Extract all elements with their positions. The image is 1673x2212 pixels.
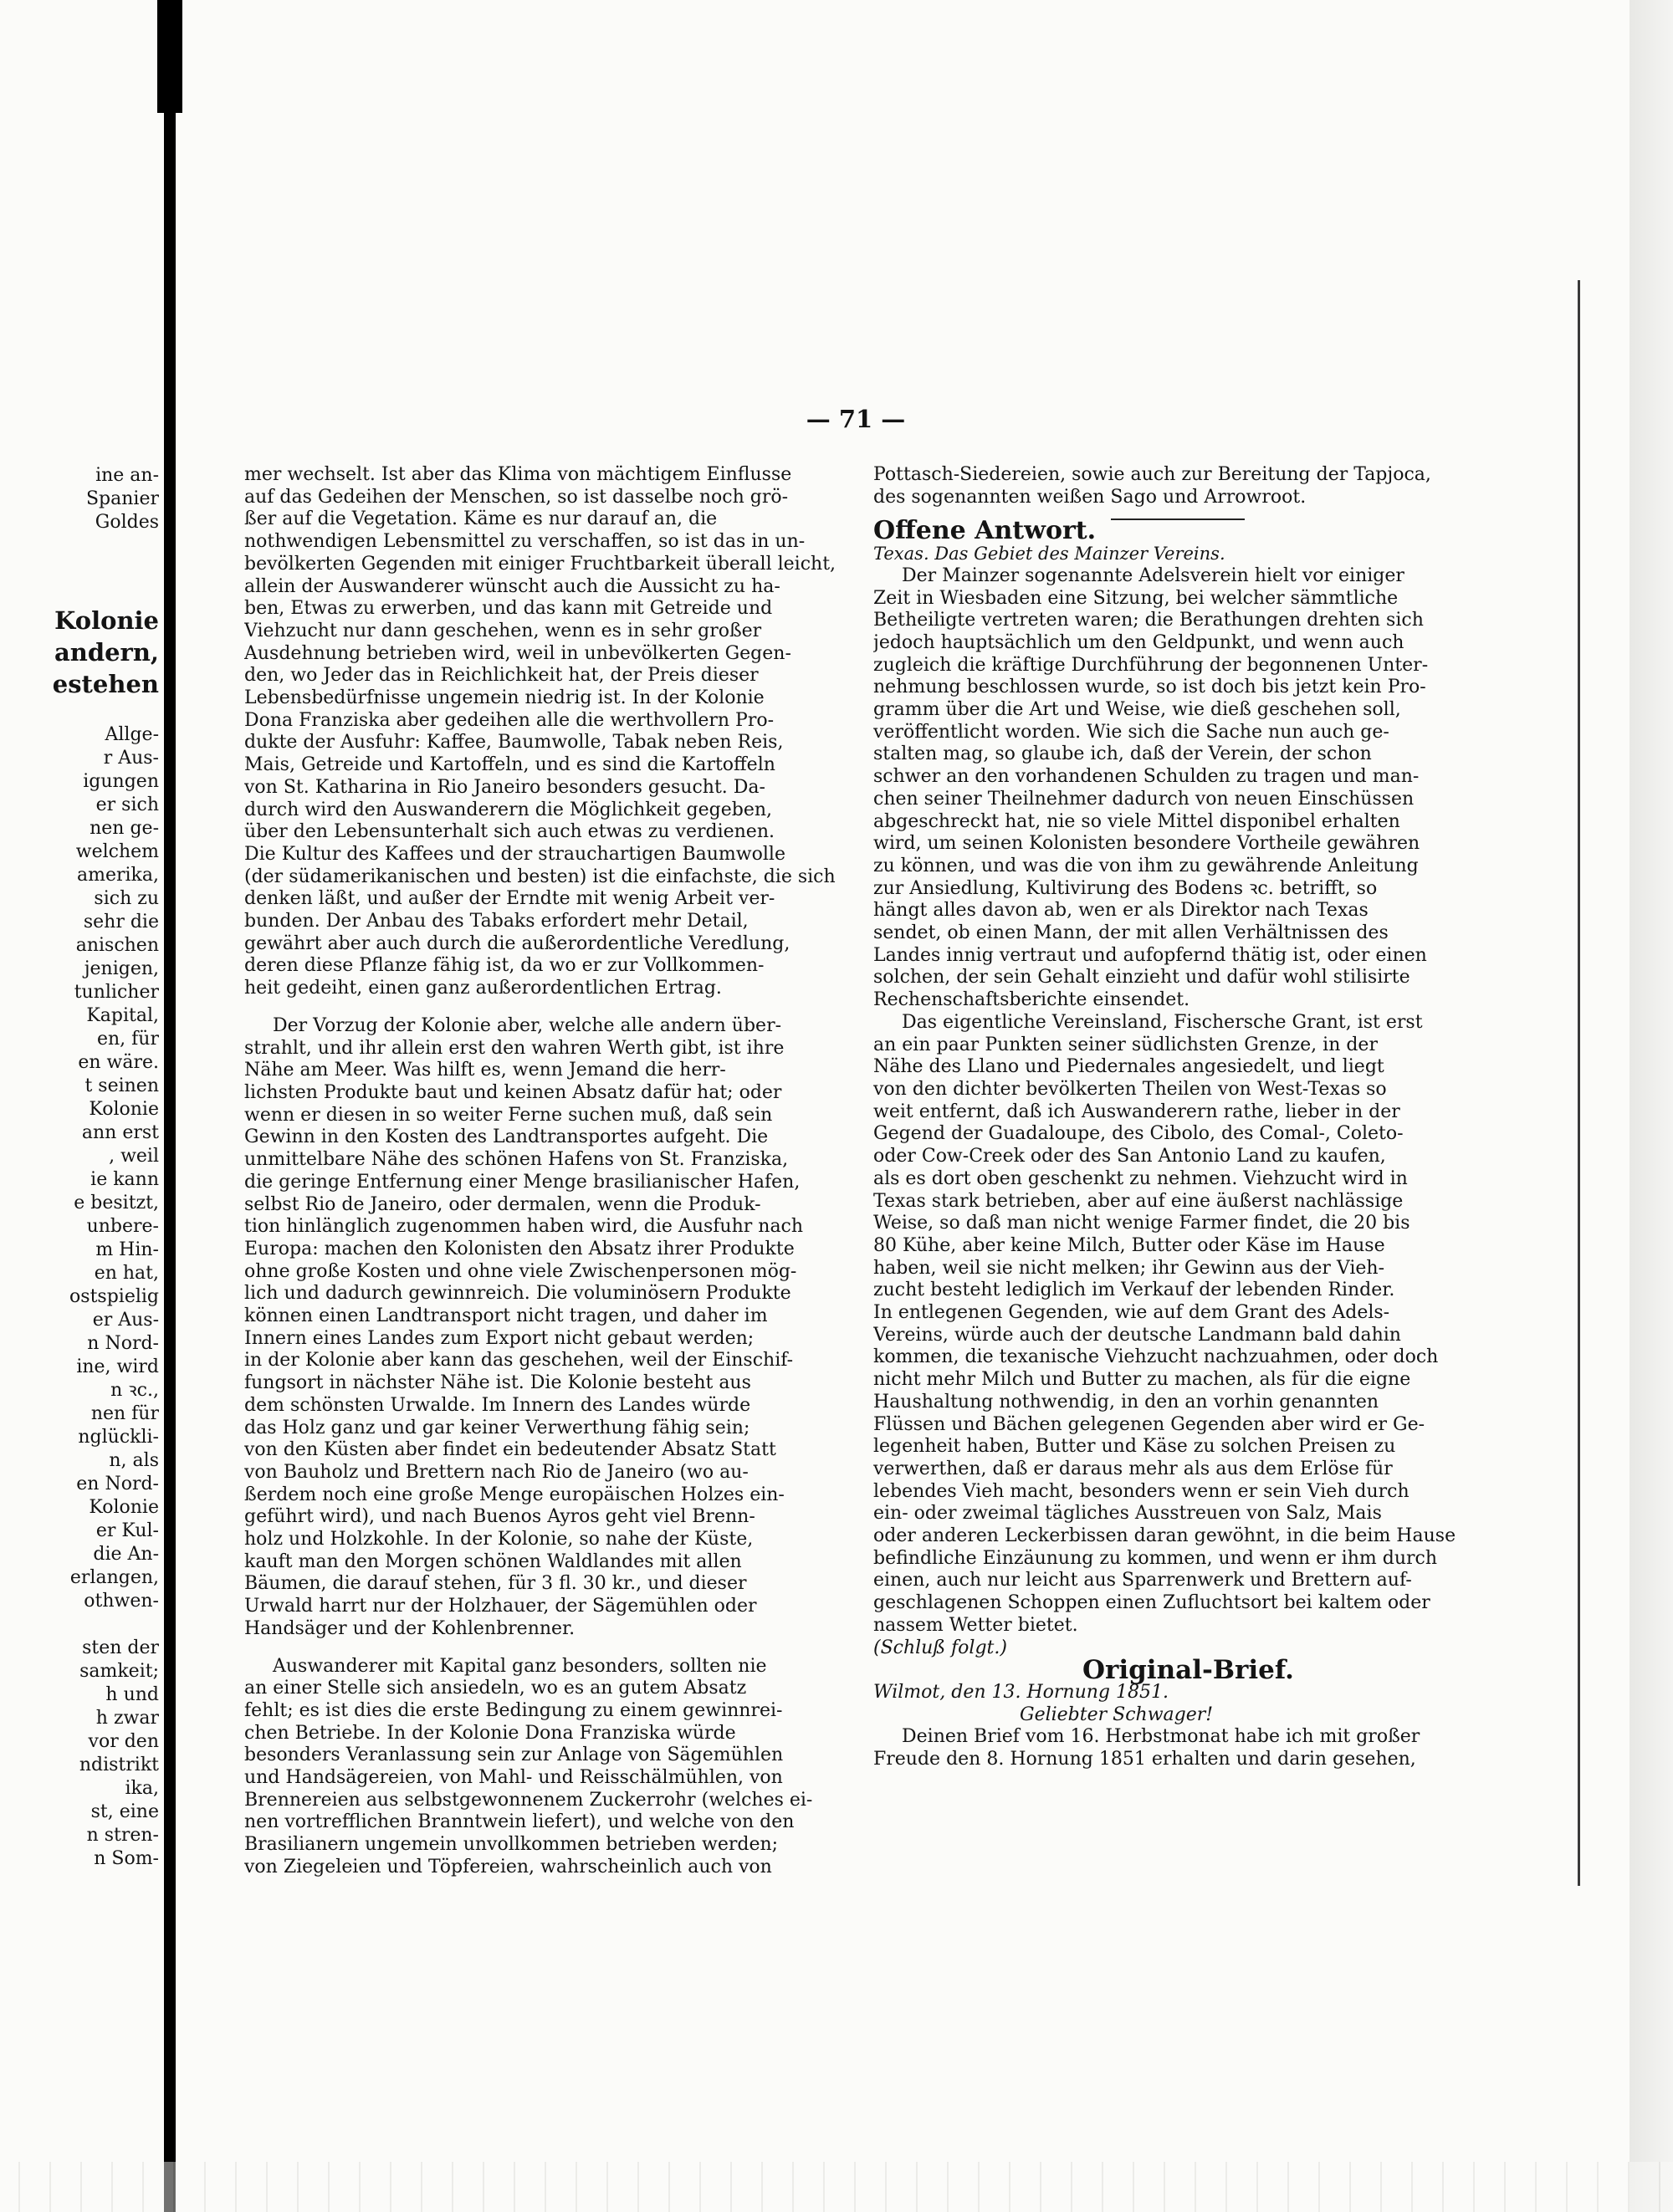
text-line: des sogenannten weißen Sago und Arrowroot. xyxy=(873,486,1307,508)
text-line: nothwendigen Lebensmittel zu verschaffen, so ist das in un- xyxy=(244,531,806,553)
fragment-line: nen ge- xyxy=(90,818,159,839)
fragment-line: n Nord- xyxy=(87,1333,159,1354)
text-line: Auswanderer mit Kapital ganz besonders, sollten nie xyxy=(273,1655,767,1677)
text-line: den, wo Jeder das in Reichlichkeit hat, der Preis dieser xyxy=(244,665,759,687)
text-line: denken läßt, und außer der Erndte mit wenig Arbeit ver- xyxy=(244,888,775,910)
paragraph xyxy=(244,1656,847,1879)
fragment-line: , weil xyxy=(109,1146,159,1167)
fragment-line: ika, xyxy=(125,1778,159,1799)
text-line: (der südamerikanischen und besten) ist die einfachste, die sich xyxy=(244,866,836,887)
text-line: Das eigentliche Vereinsland, Fischersche Grant, ist erst xyxy=(902,1011,1423,1033)
fragment-line: er Aus- xyxy=(92,1310,159,1331)
text-line: gramm über die Art und Weise, wie dieß geschehen soll, xyxy=(873,699,1401,721)
text-line: Texas stark betrieben, aber auf eine äußerst nachlässige xyxy=(873,1190,1404,1212)
text-line: Dona Franziska aber gedeihen alle die werthvollern Pro- xyxy=(244,709,775,731)
scan-bottom-noise xyxy=(0,2162,1673,2212)
fragment-line: anischen xyxy=(75,935,159,956)
text-line: wird, um seinen Kolonisten besondere Vortheile gewähren xyxy=(873,833,1420,855)
text-line: 80 Kühe, aber keine Milch, Butter oder Käse im Hause xyxy=(873,1234,1385,1256)
text-line: können einen Landtransport nicht tragen, und daher im xyxy=(244,1305,768,1327)
text-line: ein- oder zweimal tägliches Ausstreuen von Salz, Mais xyxy=(873,1503,1382,1525)
fragment-line: nglückli- xyxy=(78,1427,159,1448)
text-line: legenheit haben, Butter und Käse zu solchen Preisen zu xyxy=(873,1436,1396,1458)
fragment-line: en wäre. xyxy=(78,1052,159,1073)
fragment-line: andern, xyxy=(54,638,159,667)
text-line: Die Kultur des Kaffees und der strauchartigen Baumwolle xyxy=(244,843,785,865)
text-line: chen Betriebe. In der Kolonie Dona Franziska würde xyxy=(244,1722,736,1744)
text-line: Betheiligte vertreten waren; die Berathungen drehten sich xyxy=(873,610,1424,631)
text-line: Nähe des Llano und Piedernales angesiedelt, und liegt xyxy=(873,1056,1384,1078)
letter-salutation: Geliebter Schwager! xyxy=(1020,1704,1214,1725)
text-line: nicht mehr Milch und Butter zu machen, als für die eigne xyxy=(873,1369,1411,1391)
fragment-line xyxy=(0,1613,159,1637)
fragment-line: ostspielig xyxy=(69,1286,159,1307)
fragment-line: er sich xyxy=(95,794,159,815)
fragment-line: unbere- xyxy=(86,1216,159,1237)
fragment-line: Allge- xyxy=(105,724,159,745)
paragraph xyxy=(244,464,847,1000)
fragment-line xyxy=(0,581,159,605)
article-subtitle: Texas. Das Gebiet des Mainzer Vereins. xyxy=(873,544,1225,564)
fragment-line: erlangen, xyxy=(69,1567,159,1588)
text-line: solchen, der sein Gehalt einzieht und dafür wohl stilisirte xyxy=(873,967,1410,989)
column-1 xyxy=(244,464,847,1879)
text-line: zucht besteht lediglich im Verkauf der lebenden Rinder. xyxy=(873,1280,1395,1301)
fragment-line xyxy=(0,700,159,723)
continued-note: (Schluß folgt.) xyxy=(873,1637,1007,1658)
text-line: Rechenschaftsberichte einsendet. xyxy=(873,989,1190,1011)
gutter-shadow-top xyxy=(157,0,182,113)
text-line: und Handsägereien, von Mahl- und Reisschälmühlen, von xyxy=(244,1767,783,1789)
text-line: Deinen Brief vom 16. Herbstmonat habe ich mit großer xyxy=(902,1726,1420,1748)
text-line: allein der Auswanderer wünscht auch die Aussicht zu ha- xyxy=(244,575,780,597)
fragment-line: Goldes xyxy=(95,512,159,533)
fragment-line: en Nord- xyxy=(76,1474,159,1494)
text-line: bevölkerten Gegenden mit einiger Fruchtbarkeit überall leicht, xyxy=(244,553,836,575)
text-line: Lebensbedürfnisse ungemein niedrig ist. In der Kolonie xyxy=(244,687,765,709)
text-line: zu können, und was die von ihm zu gewährende Anleitung xyxy=(873,855,1419,876)
text-line: fungsort in nächster Nähe ist. Die Kolonie besteht aus xyxy=(244,1372,751,1394)
text-line: Handsäger und der Kohlenbrenner. xyxy=(244,1617,576,1639)
text-line: zugleich die kräftige Durchführung der begonnenen Unter- xyxy=(873,654,1429,676)
text-line: tion hinlänglich zugenommen haben wird, die Ausfuhr nach xyxy=(244,1216,804,1238)
fragment-line: jenigen, xyxy=(84,958,159,979)
text-line: Innern eines Landes zum Export nicht gebaut werden; xyxy=(244,1327,755,1349)
text-line: Europa: machen den Kolonisten den Absatz ihrer Produkte xyxy=(244,1238,795,1259)
fragment-line: nen für xyxy=(90,1403,159,1424)
text-line: kommen, die texanische Viehzucht nachzuahmen, oder doch xyxy=(873,1346,1439,1368)
letter-title: Original-Brief. xyxy=(1082,1655,1294,1686)
fragment-line: ine an- xyxy=(95,465,159,486)
fragment-line: vor den xyxy=(88,1731,159,1752)
text-line: chen seiner Theilnehmer dadurch von neuen Einschüssen xyxy=(873,788,1415,810)
fragment-line: Kapital, xyxy=(86,1005,159,1026)
text-line: Urwald harrt nur der Holzhauer, der Sägemühlen oder xyxy=(244,1596,757,1617)
fragment-line: samkeit; xyxy=(79,1661,159,1682)
text-line: gewährt aber auch durch die außerordentliche Veredlung, xyxy=(244,932,790,954)
text-line: Brasilianern ungemein unvollkommen betrieben werden; xyxy=(244,1834,779,1856)
fragment-line: ine, wird xyxy=(76,1356,159,1377)
fragment-line: welchem xyxy=(75,841,159,862)
text-line: in der Kolonie aber kann das geschehen, weil der Einschif- xyxy=(244,1350,794,1372)
fragment-line: othwen- xyxy=(84,1591,159,1612)
text-line: das Holz ganz und gar keiner Verwerthung fähig sein; xyxy=(244,1417,750,1438)
text-line: Vereins, würde auch der deutsche Landmann bald dahin xyxy=(873,1324,1401,1346)
text-line: dukte der Ausfuhr: Kaffee, Baumwolle, Tabak neben Reis, xyxy=(244,732,784,754)
fragment-line: ndistrikt xyxy=(79,1755,159,1775)
page-edge-line xyxy=(1578,280,1580,1886)
fragment-line xyxy=(0,534,159,558)
continuation-text xyxy=(873,464,1482,508)
fragment-line: r Aus- xyxy=(103,748,159,769)
text-line: strahlt, und ihr allein erst den wahren Werth gibt, ist ihre xyxy=(244,1037,785,1059)
fragment-line: t seinen xyxy=(84,1075,159,1096)
text-line: Zeit in Wiesbaden eine Sitzung, bei welcher sämmtliche xyxy=(873,587,1399,609)
text-line: Freude den 8. Hornung 1851 erhalten und darin gesehen, xyxy=(873,1749,1416,1770)
fragment-line: n ꝛc., xyxy=(110,1380,159,1401)
fragment-line: er Kul- xyxy=(95,1520,159,1541)
text-line: weit entfernt, daß ich Auswanderern rathe, lieber in der xyxy=(873,1101,1400,1122)
fragment-line: en hat, xyxy=(94,1263,159,1284)
fragment-line: h zwar xyxy=(95,1708,159,1729)
text-line: Flüssen und Bächen gelegenen Gegenden aber wird er Ge- xyxy=(873,1413,1425,1435)
column-2 xyxy=(873,464,1482,1771)
fragment-line: die An- xyxy=(93,1544,159,1565)
fragment-line xyxy=(0,558,159,581)
text-line: von St. Katharina in Rio Janeiro besonders gesucht. Da- xyxy=(244,776,765,798)
fragment-line: estehen xyxy=(52,670,159,698)
text-line: Gewinn in den Kosten des Landtransportes aufgeht. Die xyxy=(244,1126,769,1148)
text-line: Nähe am Meer. Was hilft es, wenn Jemand die herr- xyxy=(244,1060,726,1081)
text-line: einen, auch nur leicht aus Sparrenwerk und Brettern auf- xyxy=(873,1570,1412,1591)
fragment-line: ann erst xyxy=(81,1122,159,1143)
text-line: auf das Gedeihen der Menschen, so ist dasselbe noch grö- xyxy=(244,486,789,508)
fragment-line: h und xyxy=(105,1684,159,1705)
letter-place-date: Wilmot, den 13. Hornung 1851. xyxy=(873,1681,1169,1703)
text-line: von Bauholz und Brettern nach Rio de Janeiro (wo au- xyxy=(244,1461,749,1483)
fragment-line: n stren- xyxy=(86,1825,159,1846)
fragment-line: Kolonie xyxy=(89,1099,159,1120)
text-line: sendet, ob einen Mann, der mit allen Verhältnissen des xyxy=(873,922,1389,944)
text-line: Der Vorzug der Kolonie aber, welche alle andern über- xyxy=(273,1014,782,1036)
text-line: holz und Holzkohle. In der Kolonie, so nahe der Küste, xyxy=(244,1529,754,1550)
text-line: jedoch hauptsächlich um den Geldpunkt, und wenn auch xyxy=(873,631,1404,653)
text-line: dem schönsten Urwalde. Im Innern des Landes würde xyxy=(244,1394,751,1416)
fragment-line: amerika, xyxy=(77,865,159,886)
text-line: Landes innig vertraut und aufopfernd thätig ist, oder einen xyxy=(873,944,1427,966)
text-line: abgeschreckt hat, nie so viele Mittel disponibel erhalten xyxy=(873,810,1400,832)
fragment-line: sehr die xyxy=(83,912,159,932)
scan-right-margin xyxy=(1630,0,1673,2212)
fragment-line: e besitzt, xyxy=(74,1193,159,1213)
text-line: verwerthen, daß er daraus mehr als aus dem Erlöse für xyxy=(873,1458,1393,1479)
text-line: deren diese Pflanze fähig ist, da wo er zur Vollkommen- xyxy=(244,955,765,977)
text-line: besonders Veranlassung sein zur Anlage von Sägemühlen xyxy=(244,1745,784,1766)
text-line: In entlegenen Gegenden, wie auf dem Grant des Adels- xyxy=(873,1302,1390,1324)
article-title: Offene Antwort. xyxy=(873,516,1097,546)
text-line: bunden. Der Anbau des Tabaks erfordert mehr Detail, xyxy=(244,911,749,932)
text-line: hängt alles davon ab, wen er als Direktor nach Texas xyxy=(873,900,1369,922)
text-line: Gegend der Guadaloupe, des Cibolo, des Comal-, Coleto- xyxy=(873,1123,1404,1145)
text-line: Brennereien aus selbstgewonnenem Zuckerrohr (welches ei- xyxy=(244,1789,813,1811)
text-line: von den Küsten aber findet ein bedeutender Absatz Statt xyxy=(244,1439,776,1461)
fragment-line: en, für xyxy=(96,1029,159,1050)
text-line: mer wechselt. Ist aber das Klima von mächtigem Einflusse xyxy=(244,464,792,485)
text-line: selbst Rio de Janeiro, oder dermalen, wenn die Produk- xyxy=(244,1193,761,1215)
letter-paragraph xyxy=(873,1726,1482,1770)
text-line: Weise, so daß man nicht wenige Farmer findet, die 20 bis xyxy=(873,1213,1410,1234)
text-line: haben, weil sie nicht melken; ihr Gewinn aus der Vieh- xyxy=(873,1257,1385,1279)
text-line: oder Cow-Creek oder des San Antonio Land zu kaufen, xyxy=(873,1146,1386,1167)
text-line: zur Ansiedlung, Kultivirung des Bodens ꝛc. betrifft, so xyxy=(873,877,1378,899)
text-line: Der Mainzer sogenannte Adelsverein hielt vor einiger xyxy=(902,564,1404,586)
text-line: kauft man den Morgen schönen Waldlandes mit allen xyxy=(244,1550,742,1572)
fragment-line: sich zu xyxy=(94,888,159,909)
text-line: schwer an den vorhandenen Schulden zu tragen und man- xyxy=(873,766,1420,788)
left-page-fragment xyxy=(0,464,159,1871)
paragraph xyxy=(873,565,1482,1012)
text-line: Haushaltung nothwendig, in den an vorhin genannten xyxy=(873,1391,1379,1413)
text-line: lichsten Produkte baut und keinen Absatz dafür hat; oder xyxy=(244,1081,782,1103)
text-line: die geringe Entfernung einer Menge brasilianischer Hafen, xyxy=(244,1171,801,1193)
text-line: nen vortrefflichen Branntwein liefert), und welche von den xyxy=(244,1811,795,1833)
text-line: nehmung beschlossen wurde, so ist doch bis jetzt kein Pro- xyxy=(873,677,1426,698)
text-line: Mais, Getreide und Kartoffeln, und es sind die Kartoffeln xyxy=(244,754,775,776)
text-line: nassem Wetter bietet. xyxy=(873,1614,1078,1636)
text-line: ohne große Kosten und ohne viele Zwischenpersonen mög- xyxy=(244,1260,797,1282)
text-line: als es dort oben geschenkt zu nehmen. Viehzucht wird in xyxy=(873,1167,1408,1189)
page-number: — 71 — xyxy=(806,405,906,433)
text-line: lich und dadurch gewinnreich. Die voluminösern Produkte xyxy=(244,1283,791,1305)
gutter-shadow xyxy=(164,113,176,2212)
text-line: ßer auf die Vegetation. Käme es nur darauf an, die xyxy=(244,508,718,530)
fragment-line: n, als xyxy=(109,1450,159,1471)
text-line: über den Lebensunterhalt sich auch etwas zu verdienen. xyxy=(244,821,775,843)
text-line: geschlagenen Schoppen einen Zufluchtsort bei kaltem oder xyxy=(873,1592,1430,1614)
text-line: veröffentlicht worden. Wie sich die Sache nun auch ge- xyxy=(873,721,1389,743)
fragment-line: sten der xyxy=(82,1637,159,1658)
text-line: oder anderen Leckerbissen daran gewöhnt, in die beim Hause xyxy=(873,1525,1456,1547)
text-line: Viehzucht nur dann geschehen, wenn es in sehr großer xyxy=(244,620,762,641)
text-line: lebendes Vieh macht, besonders wenn er sein Vieh durch xyxy=(873,1480,1410,1502)
fragment-line: ie kann xyxy=(90,1169,159,1190)
paragraph xyxy=(873,1012,1482,1637)
fragment-line: Kolonie xyxy=(89,1497,159,1518)
fragment-line: Spanier xyxy=(85,488,159,509)
text-line: wenn er diesen in so weiter Ferne suchen muß, daß sein xyxy=(244,1104,773,1126)
text-line: ben, Etwas zu erwerben, und das kann mit Getreide und xyxy=(244,598,773,620)
fragment-line: m Hin- xyxy=(95,1239,159,1260)
fragment-line: Kolonie xyxy=(54,606,159,635)
text-line: unmittelbare Nähe des schönen Hafens von St. Franziska, xyxy=(244,1149,789,1171)
text-line: von Ziegeleien und Töpfereien, wahrscheinlich auch von xyxy=(244,1856,772,1877)
text-line: Ausdehnung betrieben wird, weil in unbevölkerten Gegen- xyxy=(244,642,791,664)
text-line: an ein paar Punkten seiner südlichsten Grenze, in der xyxy=(873,1034,1378,1055)
text-line: befindliche Einzäunung zu kommen, und wenn er ihm durch xyxy=(873,1547,1437,1569)
fragment-line: n Som- xyxy=(94,1848,159,1869)
text-line: an einer Stelle sich ansiedeln, wo es an gutem Absatz xyxy=(244,1678,747,1699)
text-line: stalten mag, so glaube ich, daß der Verein, der schon xyxy=(873,743,1372,765)
fragment-line: tunlicher xyxy=(74,982,159,1003)
text-line: Pottasch-Siedereien, sowie auch zur Bereitung der Tapjoca, xyxy=(873,464,1431,485)
text-line: von den dichter bevölkerten Theilen von West-Texas so xyxy=(873,1078,1387,1100)
text-line: geführt wird), und nach Buenos Ayros geht viel Brenn- xyxy=(244,1506,755,1528)
text-line: durch wird den Auswanderern die Möglichkeit gegeben, xyxy=(244,799,772,820)
text-line: heit gedeiht, einen ganz außerordentlichen Ertrag. xyxy=(244,978,722,999)
fragment-line: igungen xyxy=(83,771,159,792)
fragment-line: st, eine xyxy=(90,1801,159,1822)
text-line: fehlt; es ist dies die erste Bedingung zu einem gewinnrei- xyxy=(244,1699,783,1721)
paragraph xyxy=(244,1015,847,1641)
text-line: Bäumen, die darauf stehen, für 3 fl. 30 kr., und dieser xyxy=(244,1573,747,1595)
text-line: ßerdem noch eine große Menge europäischen Holzes ein- xyxy=(244,1484,785,1505)
